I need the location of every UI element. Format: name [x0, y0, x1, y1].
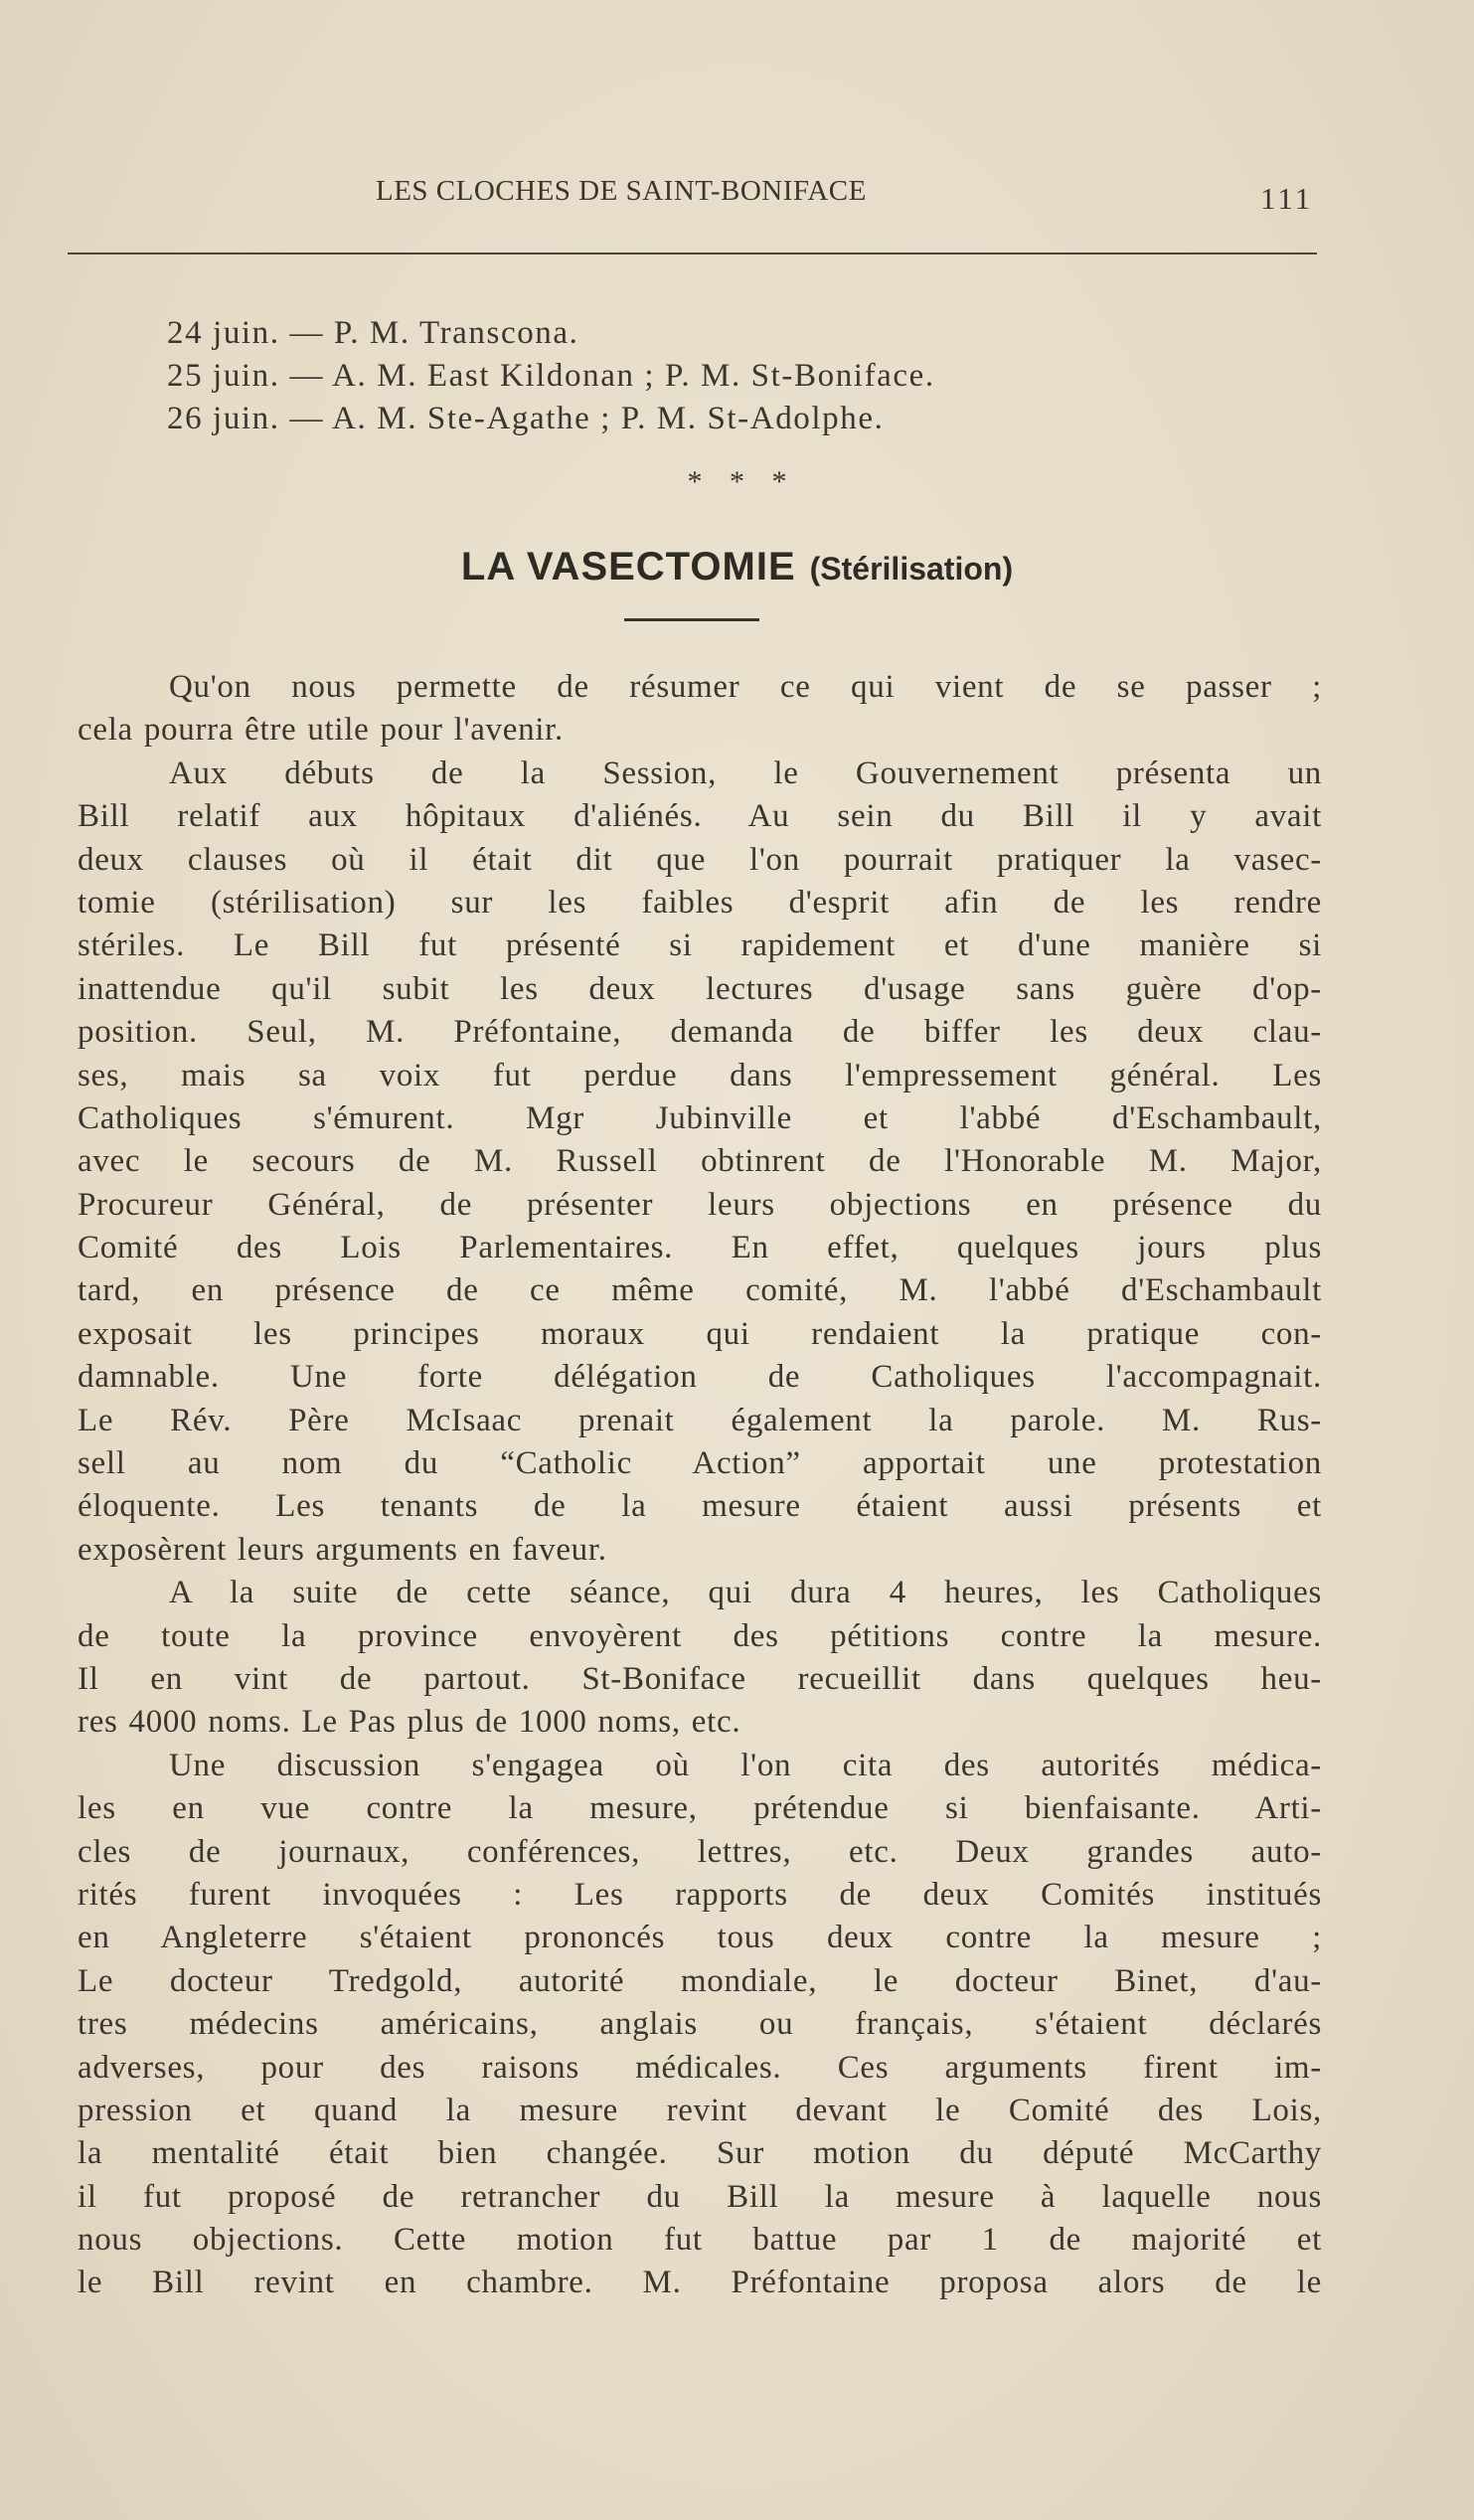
text-line: le Bill revint en chambre. M. Préfontaine proposa alors de le	[78, 2265, 1322, 2301]
asterisk: *	[771, 465, 787, 498]
text-line: sell au nom du “Catholic Action” apportait une protestation	[78, 1445, 1322, 1482]
text-line: adverses, pour des raisons médicales. Ces arguments firent im-	[78, 2049, 1322, 2086]
text-line: deux clauses où il était dit que l'on pourrait pratiquer la vasec-	[78, 841, 1322, 878]
schedule-entry: 24 juin. — P. M. Transcona.	[167, 315, 579, 351]
text-line: rités furent invoquées : Les rapports de deux Comités institués	[78, 1876, 1322, 1913]
text-line: de toute la province envoyèrent des pétitions contre la mesure.	[78, 1617, 1322, 1654]
schedule-list	[167, 312, 1280, 440]
article-subtitle: (Stérilisation)	[809, 551, 1014, 587]
text-line: les en vue contre la mesure, prétendue si bienfaisante. Arti-	[78, 1790, 1322, 1827]
text-line: Catholiques s'émurent. Mgr Jubinville et l'abbé d'Eschambault,	[78, 1099, 1322, 1136]
text-line: position. Seul, M. Préfontaine, demanda de biffer les deux clau-	[78, 1014, 1322, 1051]
section-separator	[0, 465, 1474, 499]
text-line: tard, en présence de ce même comité, M. l'abbé d'Eschambault	[78, 1272, 1322, 1309]
text-line: pression et quand la mesure revint devant le Comité des Lois,	[78, 2092, 1322, 2128]
text-line: en Angleterre s'étaient prononcés tous deux contre la mesure ;	[78, 1920, 1322, 1956]
text-line: Le Rév. Père McIsaac prenait également la parole. M. Rus-	[78, 1402, 1322, 1438]
text-line: res 4000 noms. Le Pas plus de 1000 noms, etc.	[78, 1704, 741, 1741]
title-rule	[624, 618, 759, 621]
running-head	[0, 175, 1474, 215]
asterisk: *	[730, 465, 744, 498]
text-line: exposèrent leurs arguments en faveur.	[78, 1531, 607, 1568]
text-line: cela pourra être utile pour l'avenir.	[78, 712, 564, 749]
text-line: Bill relatif aux hôpitaux d'aliénés. Au sein du Bill il y avait	[78, 798, 1322, 835]
text-line: damnable. Une forte délégation de Catholiques l'accompagnait.	[78, 1359, 1322, 1396]
text-line: inattendue qu'il subit les deux lectures d'usage sans guère d'op-	[78, 970, 1322, 1007]
text-line: Qu'on nous permette de résumer ce qui vient de se passer ;	[169, 669, 1322, 705]
text-line: Comité des Lois Parlementaires. En effet, quelques jours plus	[78, 1230, 1322, 1266]
text-line: ses, mais sa voix fut perdue dans l'empressement général. Les	[78, 1057, 1322, 1093]
text-line: A la suite de cette séance, qui dura 4 heures, les Catholiques	[169, 1575, 1322, 1611]
text-line: stériles. Le Bill fut présenté si rapidement et d'une manière si	[78, 927, 1322, 964]
text-line: Une discussion s'engagea où l'on cita des autorités médica-	[169, 1747, 1322, 1783]
article-title: LA VASECTOMIE	[460, 545, 796, 588]
article-body	[78, 666, 1322, 2305]
text-line: nous objections. Cette motion fut battue par 1 de majorité et	[78, 2222, 1322, 2259]
text-line: éloquente. Les tenants de la mesure étaient aussi présents et	[78, 1488, 1322, 1525]
asterisk: *	[687, 465, 703, 498]
header-rule	[68, 252, 1317, 254]
text-line: Le docteur Tredgold, autorité mondiale, le docteur Binet, d'au-	[78, 1962, 1322, 1999]
text-line: Il en vint de partout. St-Boniface recueillit dans quelques heu-	[78, 1660, 1322, 1697]
text-line: Aux débuts de la Session, le Gouvernement présenta un	[169, 755, 1322, 791]
text-line: Procureur Général, de présenter leurs objections en présence du	[78, 1186, 1322, 1223]
running-title: LES CLOCHES DE SAINT-BONIFACE	[376, 175, 867, 207]
page-number: 111	[1260, 181, 1314, 216]
schedule-entry: 25 juin. — A. M. East Kildonan ; P. M. St-Boniface.	[167, 358, 935, 394]
text-line: avec le secours de M. Russell obtinrent de l'Honorable M. Major,	[78, 1143, 1322, 1180]
text-line: la mentalité était bien changée. Sur motion du député McCarthy	[78, 2135, 1322, 2172]
schedule-entry: 26 juin. — A. M. Ste-Agathe ; P. M. St-Adolphe.	[167, 401, 885, 436]
text-line: exposait les principes moraux qui rendaient la pratique con-	[78, 1315, 1322, 1352]
text-line: tomie (stérilisation) sur les faibles d'esprit afin de les rendre	[78, 884, 1322, 921]
text-line: tres médecins américains, anglais ou français, s'étaient déclarés	[78, 2006, 1322, 2043]
text-line: cles de journaux, conférences, lettres, etc. Deux grandes auto-	[78, 1833, 1322, 1870]
text-line: il fut proposé de retrancher du Bill la mesure à laquelle nous	[78, 2178, 1322, 2215]
article-heading	[0, 545, 1474, 589]
